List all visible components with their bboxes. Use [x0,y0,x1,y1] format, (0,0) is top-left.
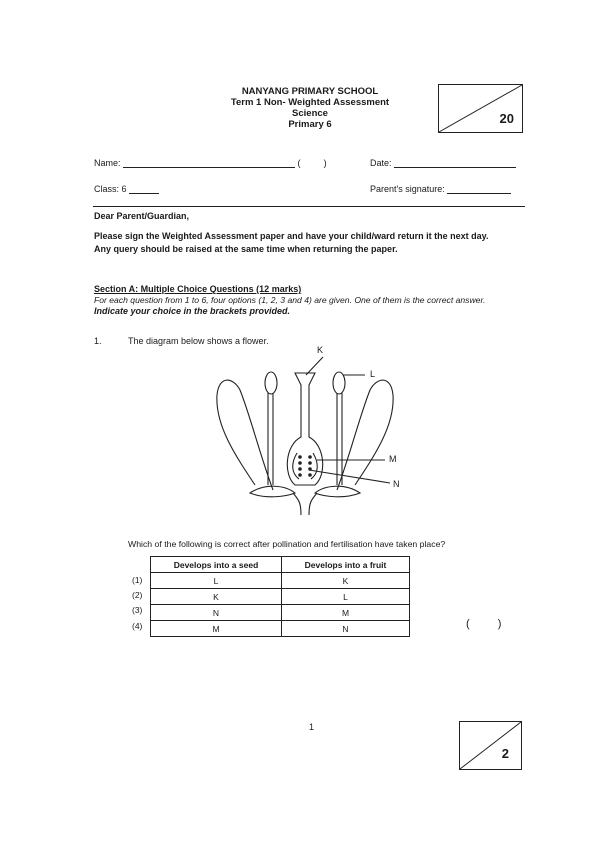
answer-open-bracket: ( [466,618,470,630]
header-seed: Develops into a seed [151,557,282,573]
cell-fruit: L [282,589,410,605]
class-field[interactable] [94,183,159,194]
label-l: L [370,369,376,379]
diagonal-divider-icon [460,722,521,769]
option-4-label: (4) [132,621,143,631]
parent-signature-blank[interactable] [447,183,511,194]
table-row [151,621,410,637]
section-title: Section A: Multiple Choice Questions (12 marks) [94,284,302,294]
cell-fruit: N [282,621,410,637]
divider-line [93,206,525,207]
header-fruit: Develops into a fruit [282,557,410,573]
letter-line-2: Any query should be raised at the same time when returning the paper. [94,244,398,254]
name-field[interactable] [94,157,327,168]
cell-seed: K [151,589,282,605]
table-row [151,605,410,621]
cell-seed: L [151,573,282,589]
options-table [150,556,410,637]
label-k: K [317,345,324,355]
level: Primary 6 [288,119,332,130]
table-header-row [151,557,410,573]
index-close-bracket: ) [323,158,327,168]
parent-signature-field[interactable] [370,183,511,194]
flower-diagram [205,345,415,515]
table-row [151,589,410,605]
section-instruction-1: For each question from 1 to 6, four options (1, 2, 3 and 4) are given. One of them is the correct answer. [94,295,486,305]
label-m: M [389,454,397,464]
section-instruction-2: Indicate your choice in the brackets provided. [94,306,291,316]
answer-close-bracket: ) [497,618,502,630]
answer-bracket[interactable] [466,618,501,630]
page-score: 2 [501,746,509,761]
date-field[interactable] [370,157,516,168]
total-score-box [438,84,523,133]
class-label: Class: 6 [94,184,127,194]
date-label: Date: [370,158,392,168]
cell-fruit: K [282,573,410,589]
option-1-label: (1) [132,575,143,585]
page-score-box [459,721,522,770]
class-blank[interactable] [129,183,159,194]
question-stem: The diagram below shows a flower. [128,336,269,346]
index-open-bracket: ( [297,158,301,168]
assessment-title: Term 1 Non- Weighted Assessment [230,97,390,108]
letter-line-1: Please sign the Weighted Assessment paper and have your child/ward return it the next day. [94,231,489,241]
name-blank[interactable] [123,157,295,168]
date-blank[interactable] [394,157,516,168]
flower-illustration-icon [205,345,415,515]
total-score: 20 [499,111,514,126]
option-3-label: (3) [132,605,143,615]
question-number: 1. [94,336,102,346]
name-label: Name: [94,158,121,168]
parent-signature-label: Parent's signature: [370,184,445,194]
page-number: 1 [309,722,315,732]
cell-seed: N [151,605,282,621]
subject: Science [292,108,328,119]
school-name: NANYANG PRIMARY SCHOOL [241,86,379,97]
label-n: N [393,479,400,489]
cell-fruit: M [282,605,410,621]
table-row [151,573,410,589]
option-2-label: (2) [132,590,143,600]
salutation: Dear Parent/Guardian, [94,211,190,221]
question-prompt: Which of the following is correct after pollination and fertilisation have taken place? [128,539,446,549]
cell-seed: M [151,621,282,637]
